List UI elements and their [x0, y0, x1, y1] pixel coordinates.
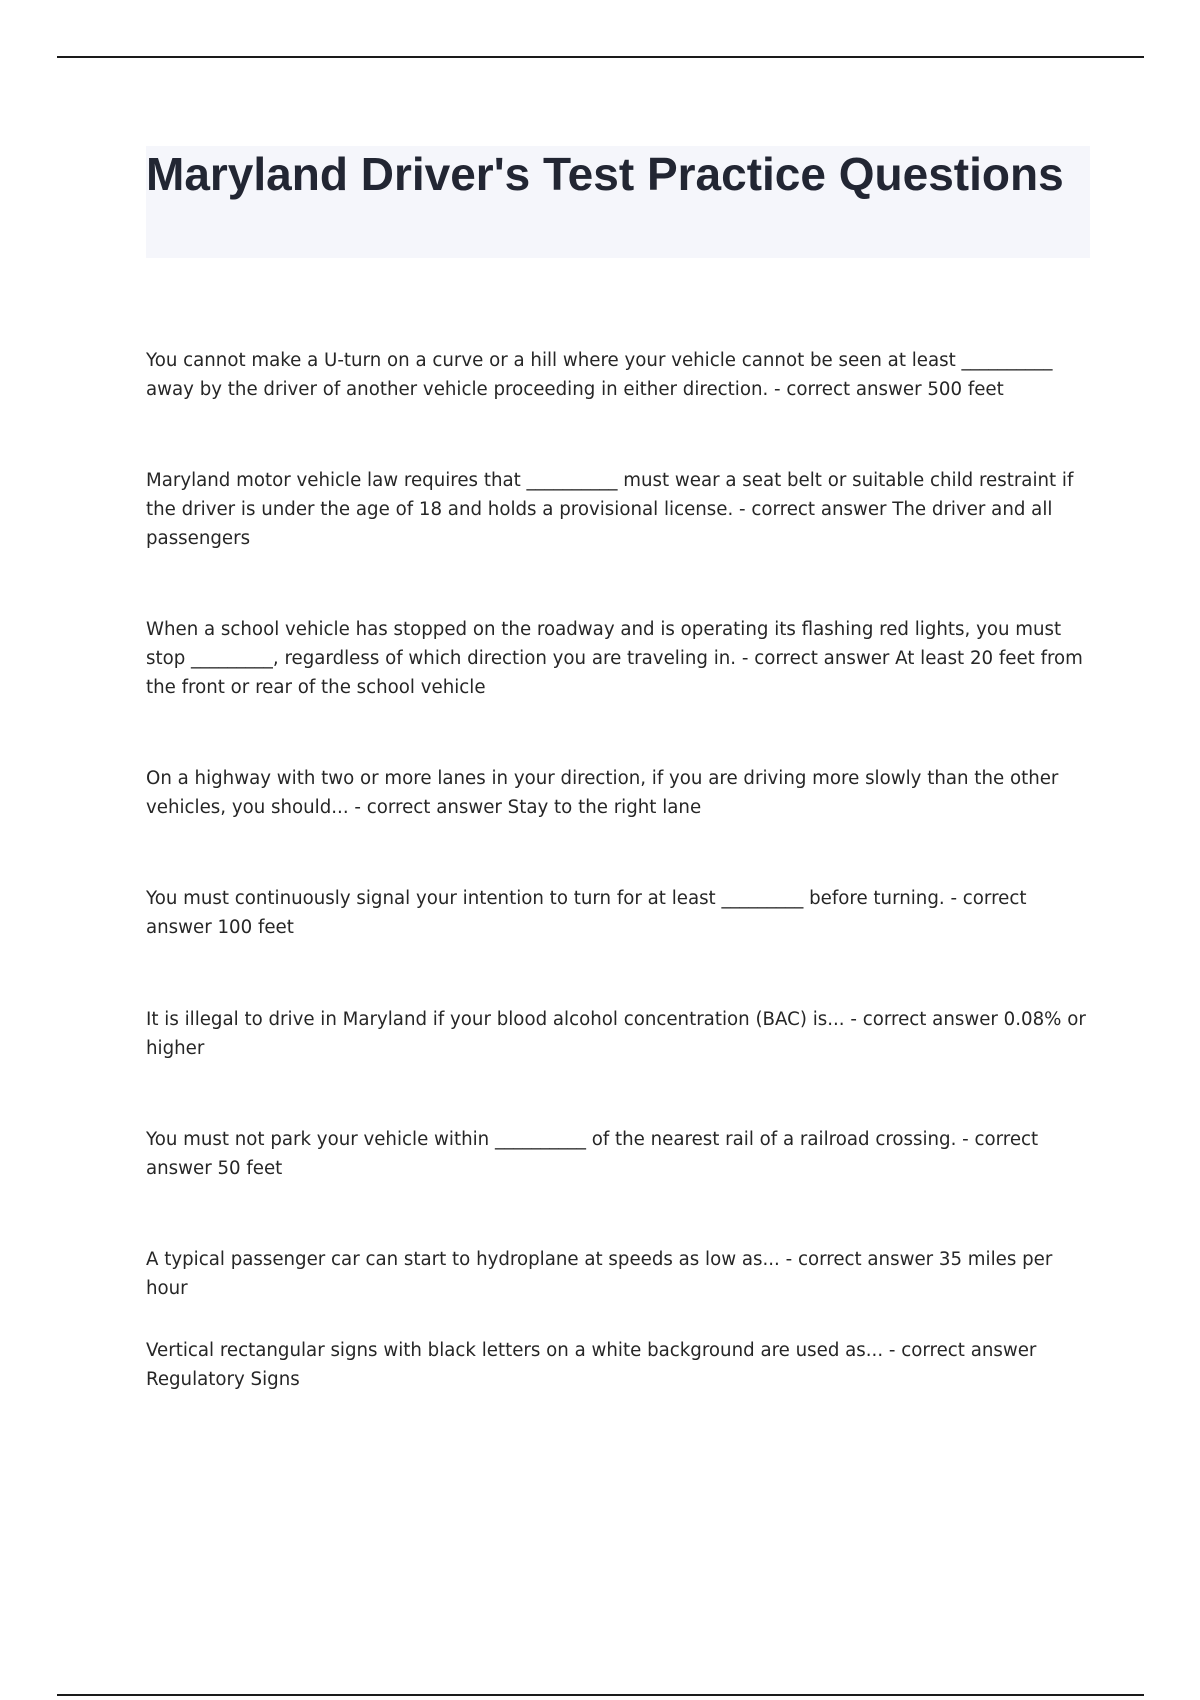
question-item: On a highway with two or more lanes in your direction, if you are driving more slowly than the other vehicles, you should... - correct answer Stay to the right lane [146, 768, 1059, 818]
question-item: You must continuously signal your intention to turn for at least _________ before turning. - correct answer 100 feet [146, 888, 1027, 938]
bottom-divider [57, 1694, 1144, 1696]
title-banner [146, 146, 1090, 258]
question-item: It is illegal to drive in Maryland if your blood alcohol concentration (BAC) is... - correct answer 0.08% or higher [146, 1009, 1086, 1059]
question-item: Vertical rectangular signs with black letters on a white background are used as... - correct answer Regulatory Signs [146, 1340, 1037, 1390]
question-item: Maryland motor vehicle law requires that __________ must wear a seat belt or suitable child restraint if the driver is under the age of 18 and holds a provisional license. - correct answer The driver and all passengers [146, 470, 1074, 549]
question-item: You cannot make a U-turn on a curve or a hill where your vehicle cannot be seen at least __________ away by the driver of another vehicle proceeding in either direction. - correct answer 500 feet [146, 350, 1053, 400]
page-title: Maryland Driver's Test Practice Questions [146, 148, 1064, 200]
question-item: You must not park your vehicle within __________ of the nearest rail of a railroad crossing. - correct answer 50 feet [146, 1129, 1039, 1179]
question-item: A typical passenger car can start to hydroplane at speeds as low as... - correct answer 35 miles per hour [146, 1249, 1053, 1299]
question-item: When a school vehicle has stopped on the roadway and is operating its flashing red lights, you must stop _________, regardless of which direction you are traveling in. - correct answer At least 20 feet from the front or rear of the school vehicle [146, 619, 1083, 698]
top-divider [57, 56, 1144, 58]
